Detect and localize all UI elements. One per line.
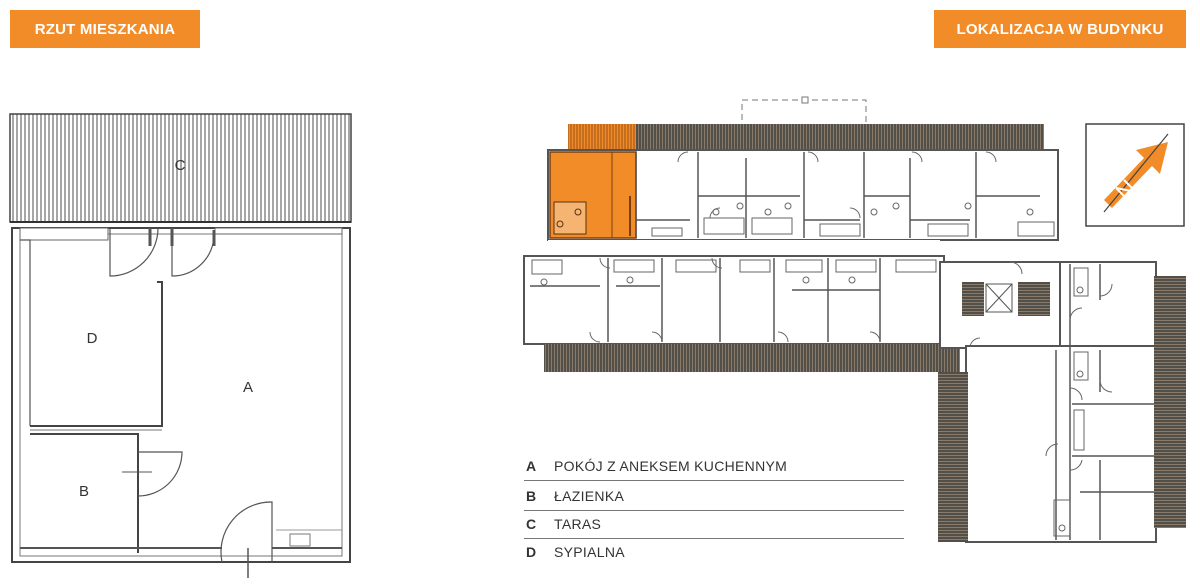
- east-wing-balcony-left: [938, 372, 968, 542]
- east-wing-balcony-right: [1154, 276, 1186, 528]
- top-wing-balcony: [568, 124, 1044, 152]
- legend-key: D: [526, 544, 537, 560]
- legend-row: [524, 538, 904, 566]
- label-D: D: [86, 330, 98, 347]
- terrace-door-right: [172, 228, 214, 276]
- label-C: C: [174, 157, 186, 174]
- legend-label: POKÓJ Z ANEKSEM KUCHENNYM: [554, 458, 788, 474]
- legend-key: A: [526, 458, 537, 474]
- legend-label: SYPIALNA: [554, 544, 625, 560]
- legend-key: C: [526, 516, 537, 532]
- legend-row: [524, 482, 904, 511]
- legend-row: [524, 452, 904, 481]
- apartment-plan: [10, 114, 351, 578]
- legend-label: TARAS: [554, 516, 602, 532]
- legend-label: ŁAZIENKA: [554, 488, 625, 504]
- label-B: B: [78, 483, 90, 500]
- bathroom-door: [138, 452, 182, 496]
- entrance-door: [221, 502, 272, 562]
- middle-wing-balcony: [544, 344, 960, 372]
- staircase-left: [962, 282, 984, 316]
- label-A: A: [242, 379, 254, 396]
- legend-key: B: [526, 488, 537, 504]
- staircase-right: [1018, 282, 1050, 316]
- legend-row: [524, 510, 904, 539]
- apartment-plan-button[interactable]: RZUT MIESZKANIA: [10, 10, 200, 48]
- building-location-button[interactable]: LOKALIZACJA W BUDYNKU: [934, 10, 1186, 48]
